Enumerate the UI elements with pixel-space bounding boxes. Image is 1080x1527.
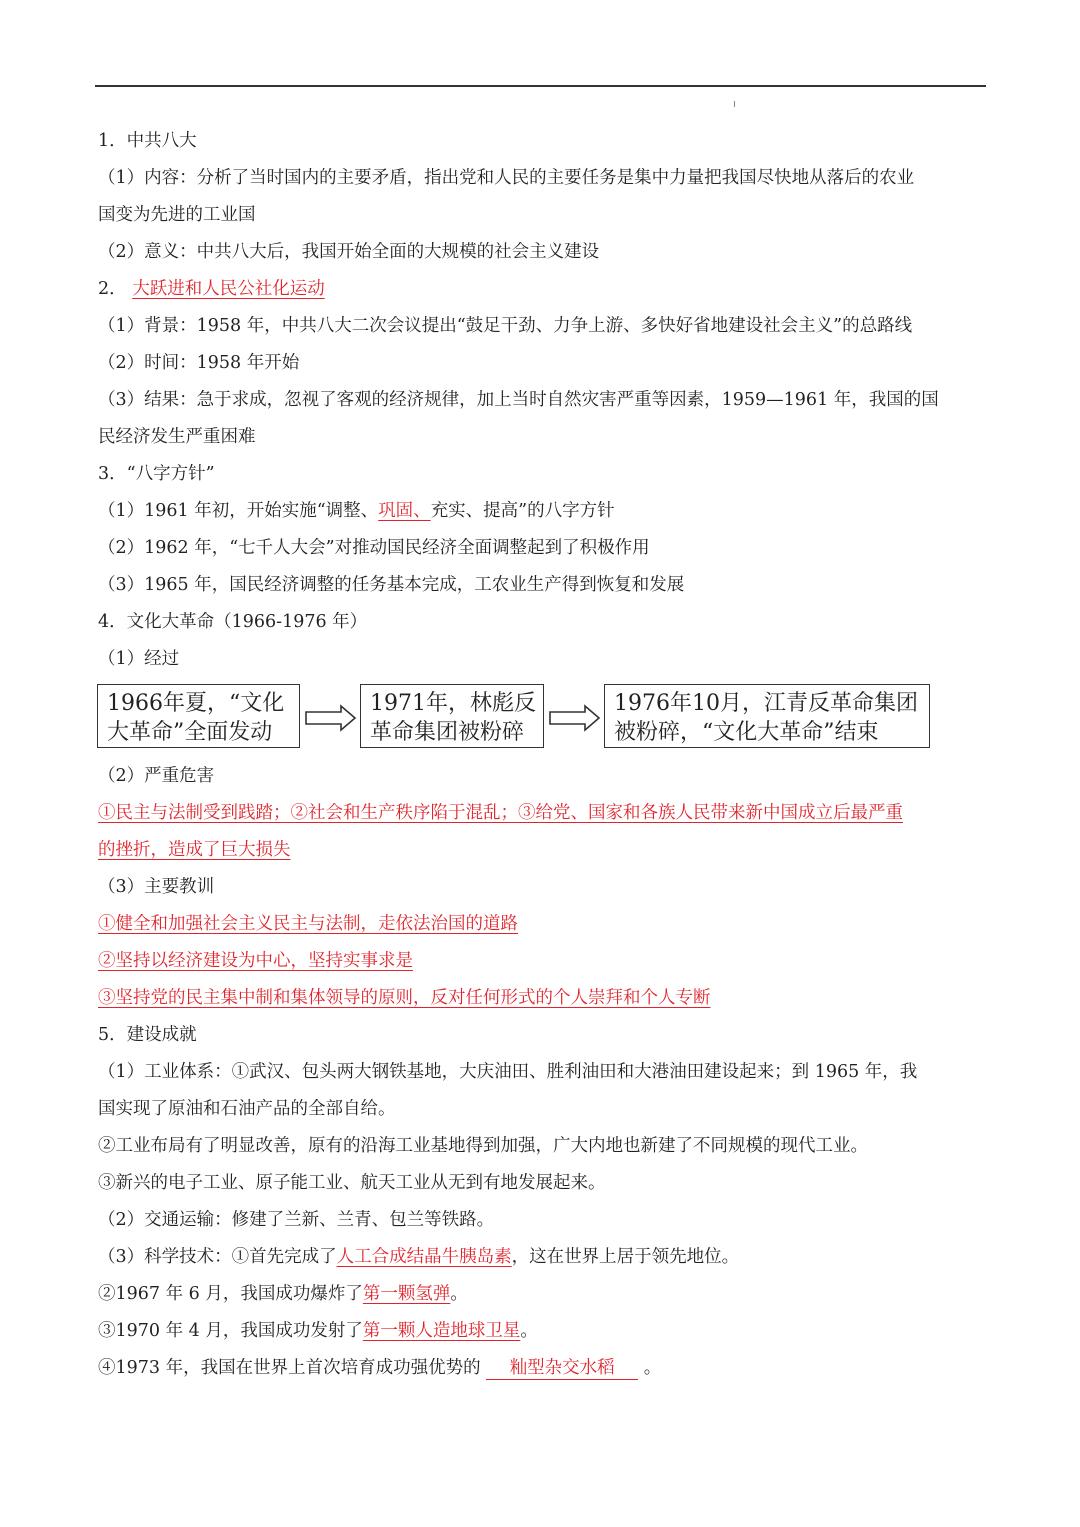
section-5-industry-2: ②工业布局有了明显改善，原有的沿海工业基地得到加强，广大内地也新建了不同规模的现代工业。 [98, 1136, 868, 1156]
lesson-item: ①健全和加强社会主义民主与法制，走依法治国的道路 [98, 914, 518, 934]
section-5-transport: （2）交通运输：修建了兰新、兰青、包兰等铁路。 [98, 1210, 495, 1230]
section-5-science-2 [98, 1281, 988, 1307]
section-3-point-1 [98, 498, 988, 524]
highlight-hybrid-rice: 籼型杂交水稻 [486, 1357, 638, 1380]
text-run: ，这在世界上居于领先地位。 [511, 1247, 740, 1267]
section-2-result: （3）结果：急于求成，忽视了客观的经济规律，加上当时自然灾害严重等因素，1959—1961 年，我国的国 [98, 390, 939, 410]
content-text: 分析了当时国内的主要矛盾，指出党和人民的主要任务是集中力量把我国尽快地从落后的农业 [196, 168, 915, 188]
section-3-point-3: （3）1965 年，国民经济调整的任务基本完成，工农业生产得到恢复和发展 [98, 575, 685, 595]
section-5-industry-3: ③新兴的电子工业、原子能工业、航天工业从无到有地发展起来。 [98, 1173, 606, 1193]
section-4-title: 4．文化大革命（1966-1976 年） [98, 612, 368, 632]
text-run: ④1973 年，我国在世界上首次培育成功强优势的 [98, 1358, 481, 1378]
text-run: ②1967 年 6 月，我国成功爆炸了 [98, 1284, 363, 1304]
highlight-insulin: 人工合成结晶牛胰岛素 [336, 1247, 512, 1267]
section-5-industry-cont: 国实现了原油和石油产品的全部自给。 [98, 1099, 396, 1119]
flow-box-line: 1966年夏，“文化 [107, 691, 285, 716]
highlight-consolidate: 巩固、 [378, 501, 431, 521]
flow-box-line: 革命集团被粉碎 [370, 720, 525, 745]
section-2-background: （1）背景：1958 年，中共八大二次会议提出“鼓足干劲、力争上游、多快好省地建设社会主义”的总路线 [98, 316, 913, 336]
flow-arrow-icon [549, 704, 601, 732]
section-2-result-cont: 民经济发生严重困难 [98, 427, 256, 447]
flow-box-1971 [360, 684, 544, 748]
text-run: 。 [520, 1321, 538, 1341]
section-4-lesson-label: （3）主要教训 [98, 877, 215, 897]
section-4-harm-text-cont: 的挫折，造成了巨大损失 [98, 840, 291, 860]
text-run: 充实、提高”的八字方针 [430, 501, 615, 521]
text-run: 。 [643, 1358, 662, 1378]
section-1-content [98, 165, 988, 191]
section-2-keyword: 大跃进和人民公社化运动 [132, 279, 325, 299]
text-run: 。 [450, 1284, 468, 1304]
section-4-process-label: （1）经过 [98, 649, 180, 669]
section-5-science-3 [98, 1318, 988, 1344]
section-1-title: 1．中共八大 [98, 131, 197, 151]
flow-arrow-icon [305, 704, 357, 732]
section-5-industry: （1）工业体系：①武汉、包头两大钢铁基地，大庆油田、胜利油田和大港油田建设起来；到 1965 年，我 [98, 1062, 918, 1082]
lesson-item: ③坚持党的民主集中制和集体领导的原则，反对任何形式的个人崇拜和个人专断 [98, 988, 711, 1008]
section-2-number: 2． [98, 279, 127, 299]
section-1-meaning: （2）意义：中共八大后，我国开始全面的大规模的社会主义建设 [98, 242, 600, 262]
section-4-harm-text: ①民主与法制受到践踏；②社会和生产秩序陷于混乱；③给党、国家和各族人民带来新中国成立后最严重 [98, 803, 903, 823]
highlight-h-bomb: 第一颗氢弹 [362, 1284, 451, 1304]
header-tick-mark [734, 101, 735, 107]
header-rule [95, 85, 986, 87]
flow-box-line: 大革命”全面发动 [107, 720, 273, 745]
flow-box-line: 被粉碎，“文化大革命”结束 [614, 720, 879, 745]
section-4-harm-label: （2）严重危害 [98, 766, 215, 786]
flow-box-line: 1976年10月，江青反革命集团 [614, 691, 918, 716]
text-run: ③1970 年 4 月，我国成功发射了 [98, 1321, 363, 1341]
text-run: （3）科学技术：①首先完成了 [98, 1247, 337, 1267]
section-3-point-2: （2）1962 年，“七千人大会”对推动国民经济全面调整起到了积极作用 [98, 538, 650, 558]
section-5-science-1 [98, 1244, 988, 1270]
section-5-title: 5．建设成就 [98, 1025, 197, 1045]
content-label: （1）内容： [98, 168, 197, 188]
flow-box-1966 [97, 684, 300, 748]
section-2-title [98, 276, 988, 302]
lesson-item: ②坚持以经济建设为中心，坚持实事求是 [98, 951, 413, 971]
section-3-title: 3．“八字方针” [98, 464, 215, 484]
section-5-science-4 [98, 1355, 988, 1381]
flow-box-line: 1971年，林彪反 [370, 691, 536, 716]
text-run: （1）1961 年初，开始实施“调整、 [98, 501, 379, 521]
highlight-satellite: 第一颗人造地球卫星 [362, 1321, 521, 1341]
section-2-time: （2）时间：1958 年开始 [98, 353, 300, 373]
section-1-content-cont: 国变为先进的工业国 [98, 205, 256, 225]
flow-box-1976 [604, 684, 930, 748]
